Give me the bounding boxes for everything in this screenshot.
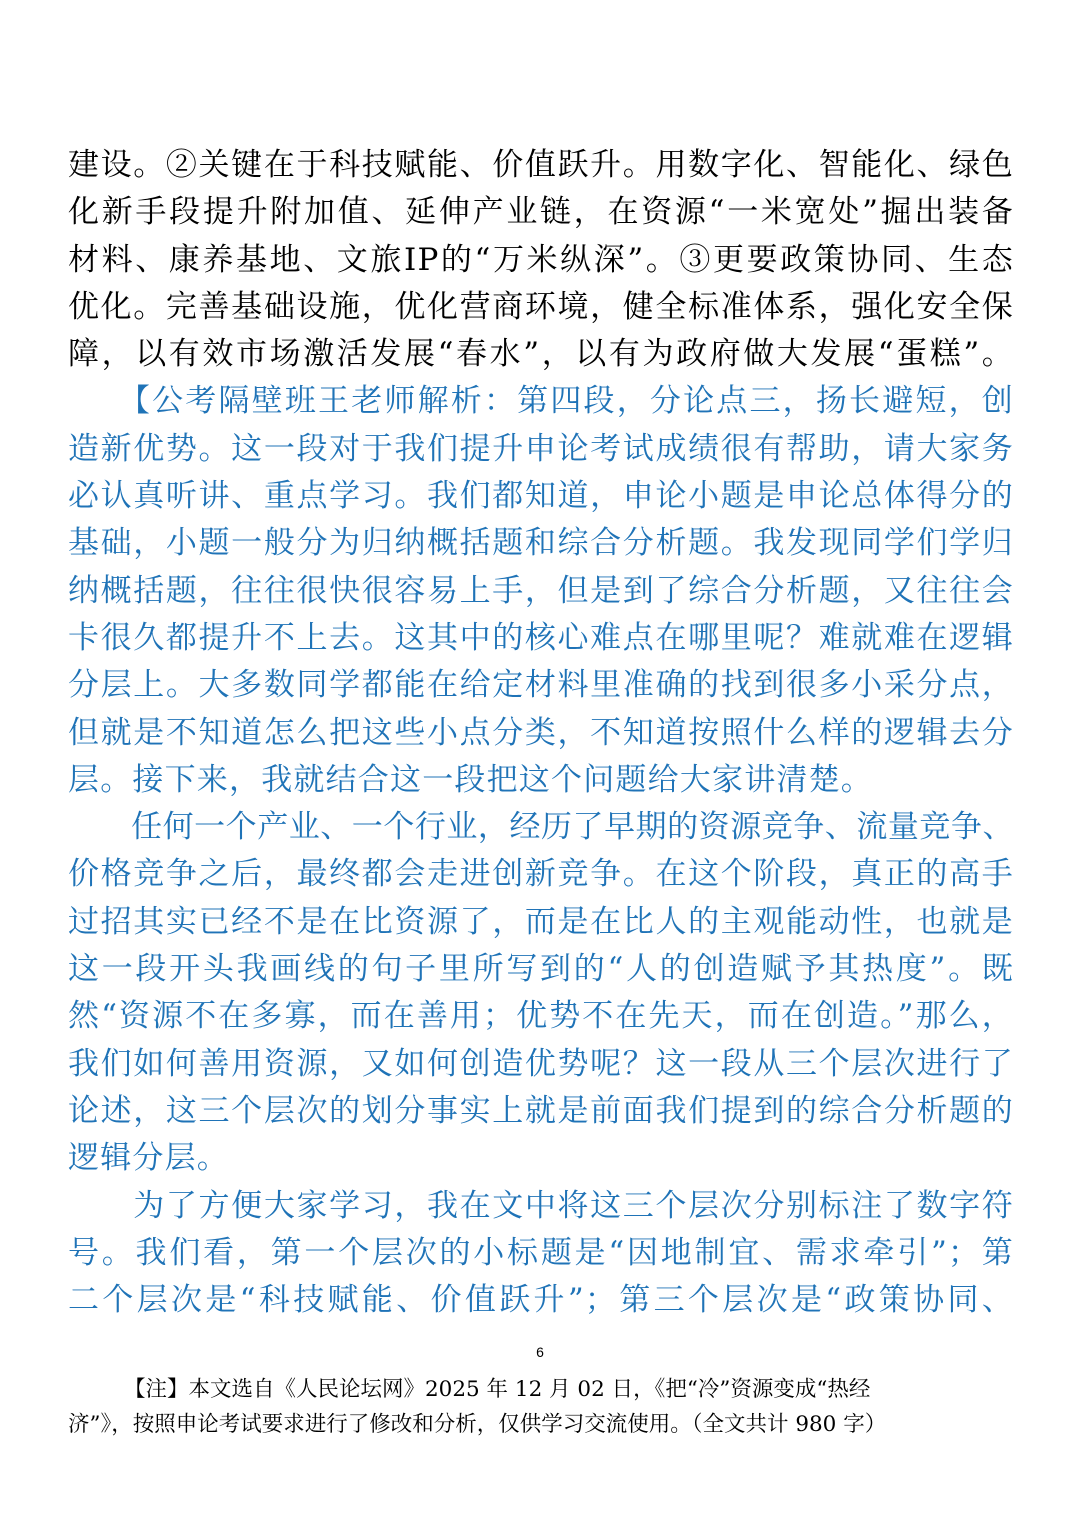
text-line: 卡很久都提升不上去。这其中的核心难点在哪里呢？难就难在逻辑 [68,619,1014,656]
text-line: 【公考隔壁班王老师解析：第四段，分论点三，扬长避短，创 [68,383,1014,420]
text-line: 纳概括题，往往很快很容易上手，但是到了综合分析题，又往往会 [68,572,1014,609]
text-line: 基础，小题一般分为归纳概括题和综合分析题。我发现同学们学归 [68,525,1014,562]
text-line: 逻辑分层。 [68,1140,229,1177]
text-line: 造新优势。这一段对于我们提升申论考试成绩很有帮助，请大家务 [68,430,1014,467]
footnote-line: 【注】本文选自《人民论坛网》2025 年 12 月 02 日，《把“冷”资源变成“热经 [124,1377,871,1402]
text-line: 任何一个产业、一个行业，经历了早期的资源竞争、流量竞争、 [68,809,1014,846]
text-line: 障，以有效市场激活发展“春水”，以有为政府做大发展“蛋糕”。 [68,336,1014,373]
text-line: 分层上。大多数同学都能在给定材料里准确的找到很多小采分点， [68,667,1014,704]
text-line: 这一段开头我画线的句子里所写到的“人的创造赋予其热度”。既 [68,951,1014,988]
analysis-paragraph-1 [68,378,1014,804]
text-line: 必认真听讲、重点学习。我们都知道，申论小题是申论总体得分的 [68,478,1014,515]
essay-paragraph [68,142,1014,378]
text-line: 材料、康养基地、文旅IP的“万米纵深”。③更要政策协同、生态 [68,241,1014,278]
text-line: 号。我们看，第一个层次的小标题是“因地制宜、需求牵引”；第 [68,1234,1014,1271]
text-line: 层。接下来，我就结合这一段把这个问题给大家讲清楚。 [68,761,873,798]
text-line: 优化。完善基础设施，优化营商环境，健全标准体系，强化安全保 [68,288,1014,325]
body-text [68,142,1014,1324]
page-number: 6 [536,1344,544,1360]
analysis-paragraph-3 [68,1183,1014,1325]
analysis-paragraph-2 [68,804,1014,1182]
text-line: 化新手段提升附加值、延伸产业链，在资源“一米宽处”掘出装备 [68,194,1014,231]
text-line: 价格竞争之后，最终都会走进创新竞争。在这个阶段，真正的高手 [68,856,1014,893]
text-line: 为了方便大家学习，我在文中将这三个层次分别标注了数字符 [68,1187,1014,1224]
text-line: 过招其实已经不是在比资源了，而是在比人的主观能动性，也就是 [68,903,1014,940]
footnote-line: 济”》，按照申论考试要求进行了修改和分析，仅供学习交流使用。（全文共计 980 字） [68,1412,887,1437]
text-line: 论述，这三个层次的划分事实上就是前面我们提到的综合分析题的 [68,1092,1014,1129]
footnote [68,1372,1016,1442]
text-line: 然“资源不在多寡，而在善用；优势不在先天，而在创造。”那么， [68,998,1014,1035]
text-line: 我们如何善用资源，又如何创造优势呢？这一段从三个层次进行了 [68,1045,1014,1082]
text-line: 但就是不知道怎么把这些小点分类，不知道按照什么样的逻辑去分 [68,714,1014,751]
text-line: 二个层次是“科技赋能、价值跃升”；第三个层次是“政策协同、 [68,1282,1014,1319]
text-line: 建设。②关键在于科技赋能、价值跃升。用数字化、智能化、绿色 [68,147,1014,183]
